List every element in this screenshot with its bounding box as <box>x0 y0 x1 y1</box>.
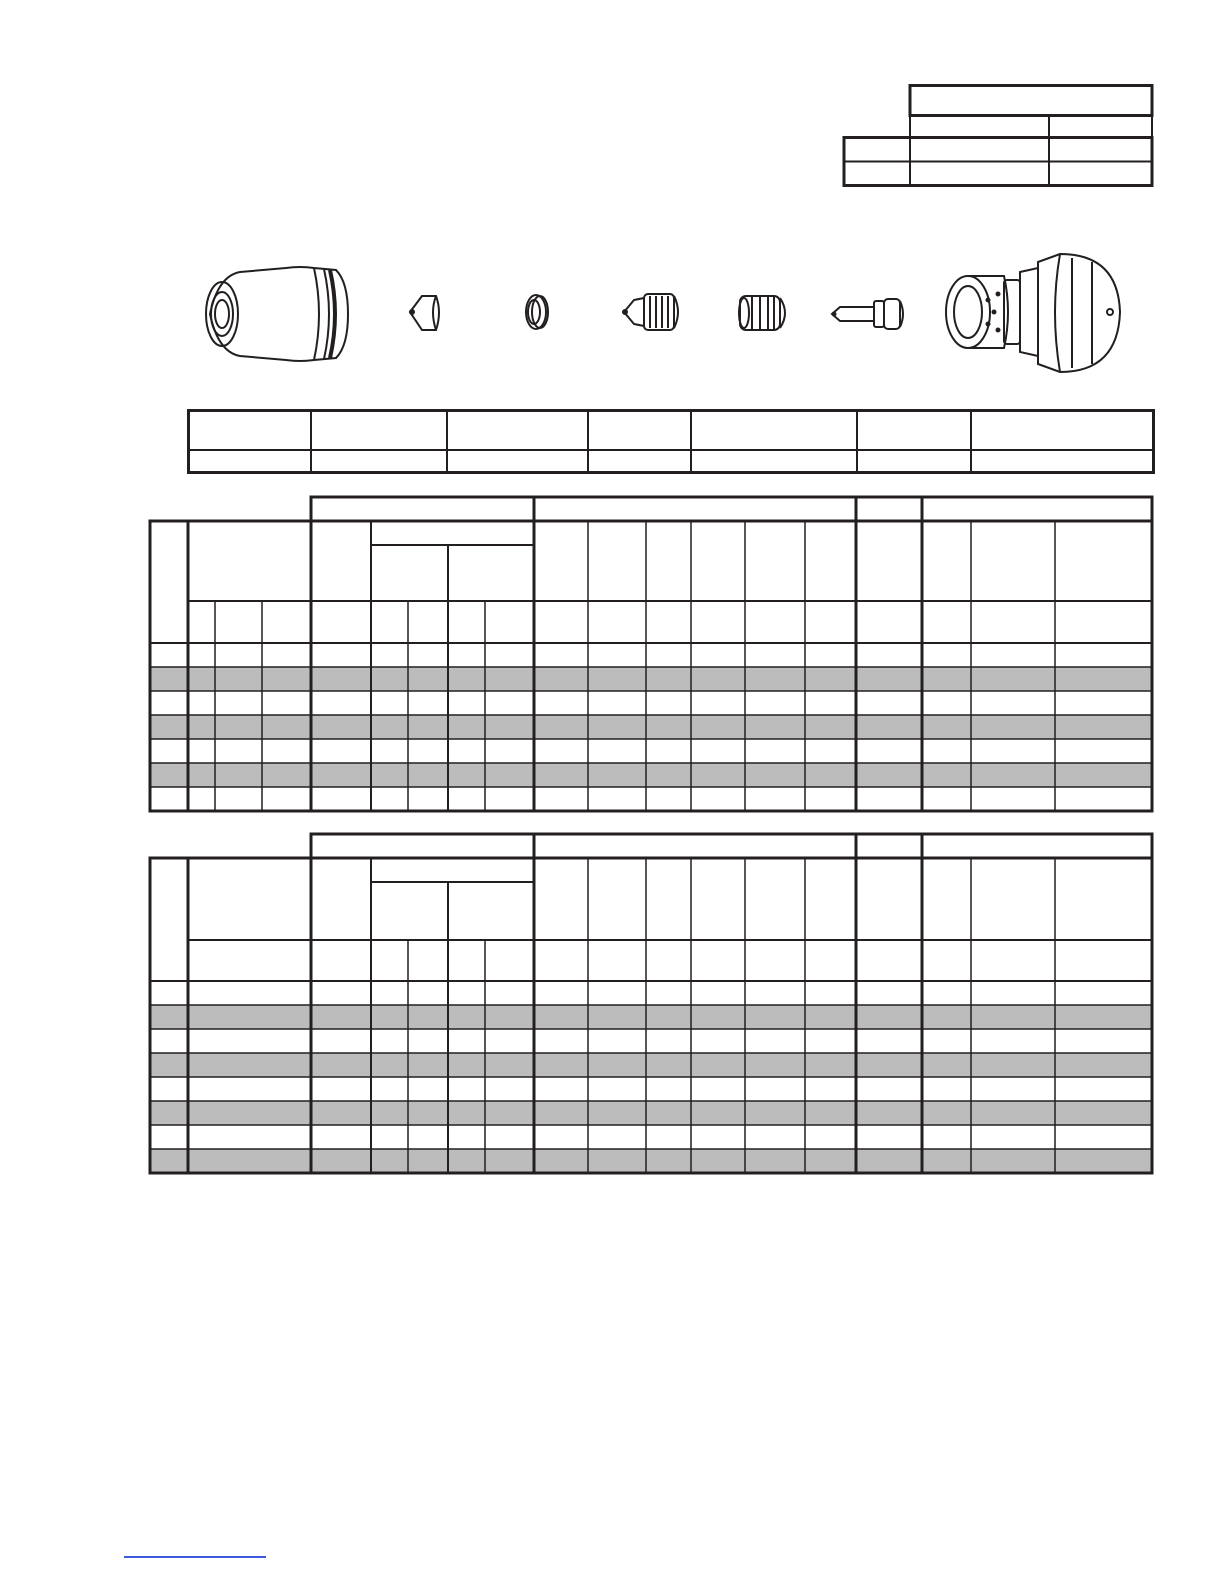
torch-body-part-icon <box>942 250 1124 378</box>
nozzle-part-icon <box>620 290 684 334</box>
retaining-ring-part-icon <box>522 292 552 332</box>
footer-link-underline[interactable] <box>124 1556 266 1558</box>
cut-chart-table-a <box>147 494 1155 814</box>
shield-part-icon <box>196 262 354 366</box>
electrode-part-icon <box>828 296 906 332</box>
header-info-grid <box>842 84 1156 188</box>
part-number-grid <box>187 409 1155 475</box>
deflector-part-icon <box>404 292 444 334</box>
swirl-ring-part-icon <box>736 292 792 334</box>
cut-chart-table-b <box>147 831 1155 1176</box>
